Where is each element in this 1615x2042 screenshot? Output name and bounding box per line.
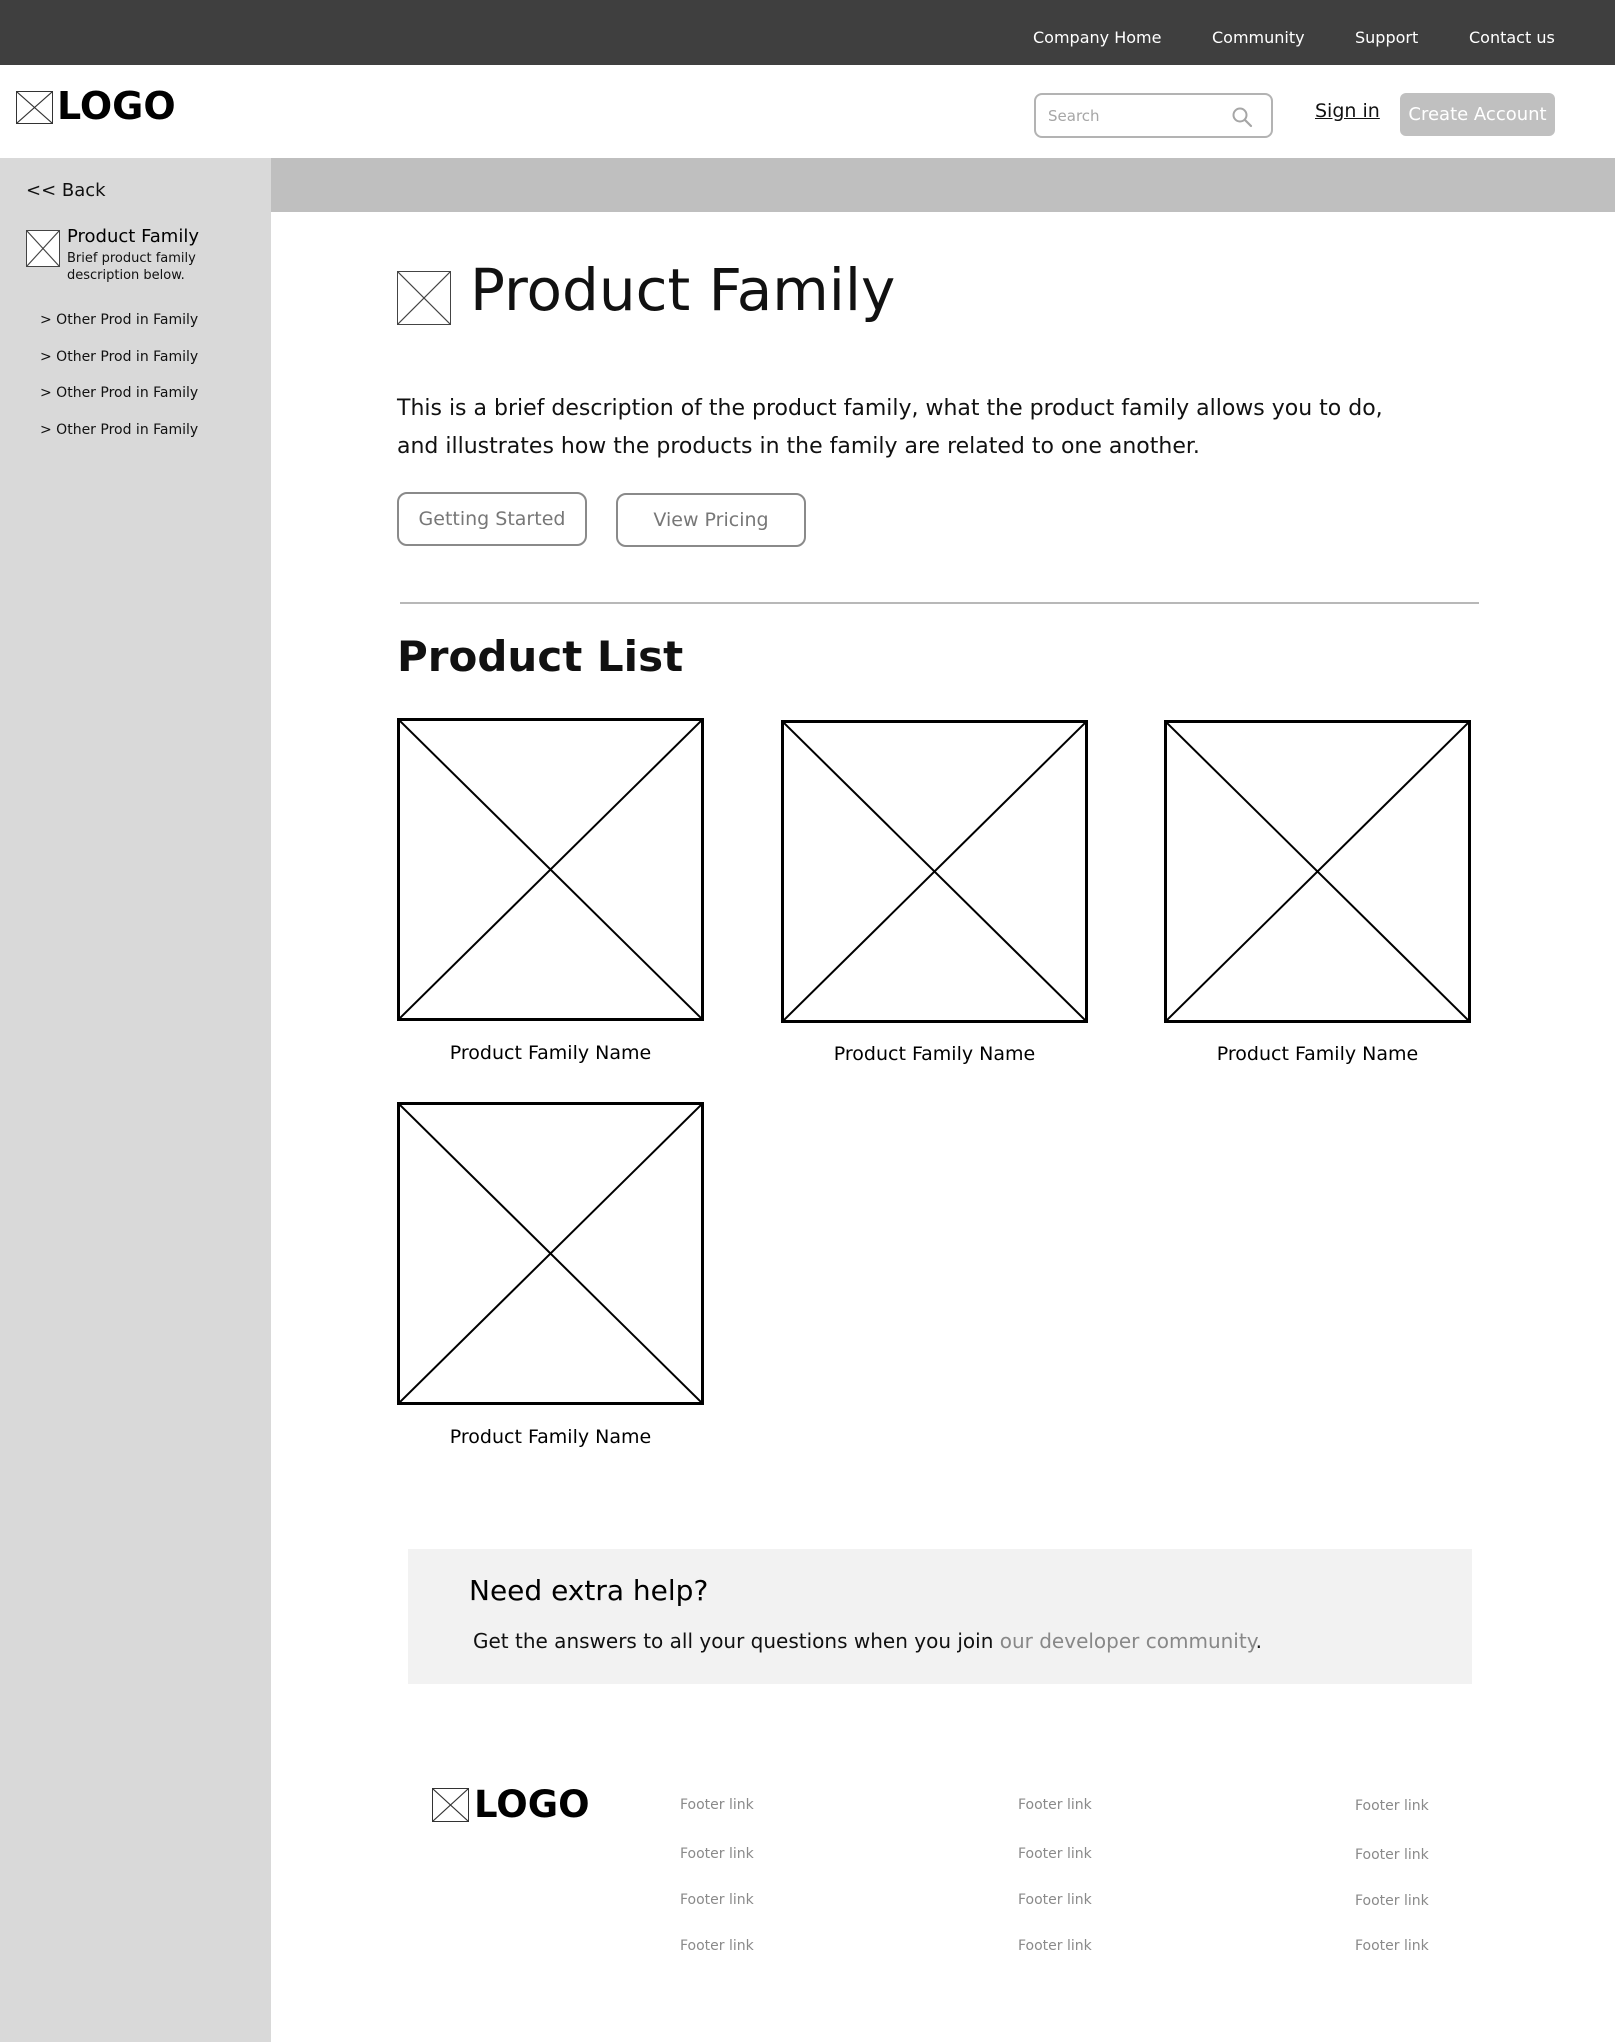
- product-image-placeholder-icon[interactable]: [781, 720, 1088, 1023]
- sidebar-item-other-prod[interactable]: > Other Prod in Family: [40, 349, 199, 365]
- product-family-image-icon: [26, 230, 60, 267]
- product-image-placeholder-icon[interactable]: [1164, 720, 1471, 1023]
- help-title: Need extra help?: [469, 1574, 709, 1607]
- footer-link[interactable]: Footer link: [1018, 1892, 1092, 1908]
- product-name-link[interactable]: Product Family Name: [833, 1043, 1036, 1065]
- help-text: [473, 1629, 1262, 1653]
- nav-company-home[interactable]: Company Home: [1033, 28, 1162, 47]
- footer-link[interactable]: Footer link: [1355, 1893, 1429, 1909]
- sidebar-family-description: Brief product family description below.: [67, 251, 196, 283]
- footer-link[interactable]: Footer link: [1355, 1847, 1429, 1863]
- product-image-placeholder-icon[interactable]: [397, 718, 704, 1021]
- top-utility-bar: [0, 0, 1615, 65]
- nav-contact-us[interactable]: Contact us: [1469, 28, 1555, 47]
- product-name-link[interactable]: Product Family Name: [1216, 1043, 1419, 1065]
- footer-link[interactable]: Footer link: [1018, 1846, 1092, 1862]
- sidebar-family-title[interactable]: Product Family: [67, 226, 199, 247]
- create-account-button[interactable]: Create Account: [1400, 93, 1555, 136]
- help-text-before: Get the answers to all your questions when you join: [473, 1629, 1000, 1653]
- getting-started-button[interactable]: Getting Started: [397, 492, 587, 546]
- search-box[interactable]: [1034, 93, 1273, 138]
- product-family-title-image-icon: [397, 271, 451, 325]
- footer-logo-text[interactable]: LOGO: [474, 1783, 590, 1826]
- logo-text[interactable]: LOGO: [57, 84, 176, 128]
- footer-link[interactable]: Footer link: [1355, 1798, 1429, 1814]
- help-text-after: .: [1255, 1629, 1263, 1653]
- footer-link[interactable]: Footer link: [1018, 1797, 1092, 1813]
- page-banner: [271, 158, 1615, 212]
- sidebar: [0, 158, 271, 2042]
- sidebar-item-other-prod[interactable]: > Other Prod in Family: [40, 422, 199, 438]
- help-callout: [408, 1549, 1472, 1684]
- page-title: Product Family: [470, 256, 896, 324]
- product-family-description: This is a brief description of the product family, what the product family allows you to do, and illustrates how the products in the family are related to one another.: [397, 396, 1383, 459]
- product-image-placeholder-icon[interactable]: [397, 1102, 704, 1405]
- footer-link[interactable]: Footer link: [680, 1797, 754, 1813]
- footer-link[interactable]: Footer link: [1355, 1938, 1429, 1954]
- back-link[interactable]: << Back: [26, 180, 106, 201]
- footer-link[interactable]: Footer link: [680, 1892, 754, 1908]
- sidebar-item-other-prod[interactable]: > Other Prod in Family: [40, 312, 199, 328]
- search-input[interactable]: [1048, 104, 1228, 128]
- search-icon[interactable]: [1231, 106, 1253, 128]
- product-list-title: Product List: [397, 632, 684, 681]
- nav-community[interactable]: Community: [1212, 28, 1305, 47]
- footer-link[interactable]: Footer link: [1018, 1938, 1092, 1954]
- sidebar-item-other-prod[interactable]: > Other Prod in Family: [40, 385, 199, 401]
- sign-in-link[interactable]: Sign in: [1315, 100, 1380, 122]
- footer-logo-image-icon[interactable]: [432, 1788, 469, 1822]
- footer-link[interactable]: Footer link: [680, 1938, 754, 1954]
- nav-support[interactable]: Support: [1355, 28, 1419, 47]
- footer-link[interactable]: Footer link: [680, 1846, 754, 1862]
- view-pricing-button[interactable]: View Pricing: [616, 493, 806, 547]
- product-name-link[interactable]: Product Family Name: [449, 1426, 652, 1448]
- developer-community-link[interactable]: our developer community: [999, 1629, 1256, 1653]
- logo-image-icon[interactable]: [16, 91, 53, 124]
- section-divider: [400, 602, 1479, 604]
- product-name-link[interactable]: Product Family Name: [449, 1042, 652, 1064]
